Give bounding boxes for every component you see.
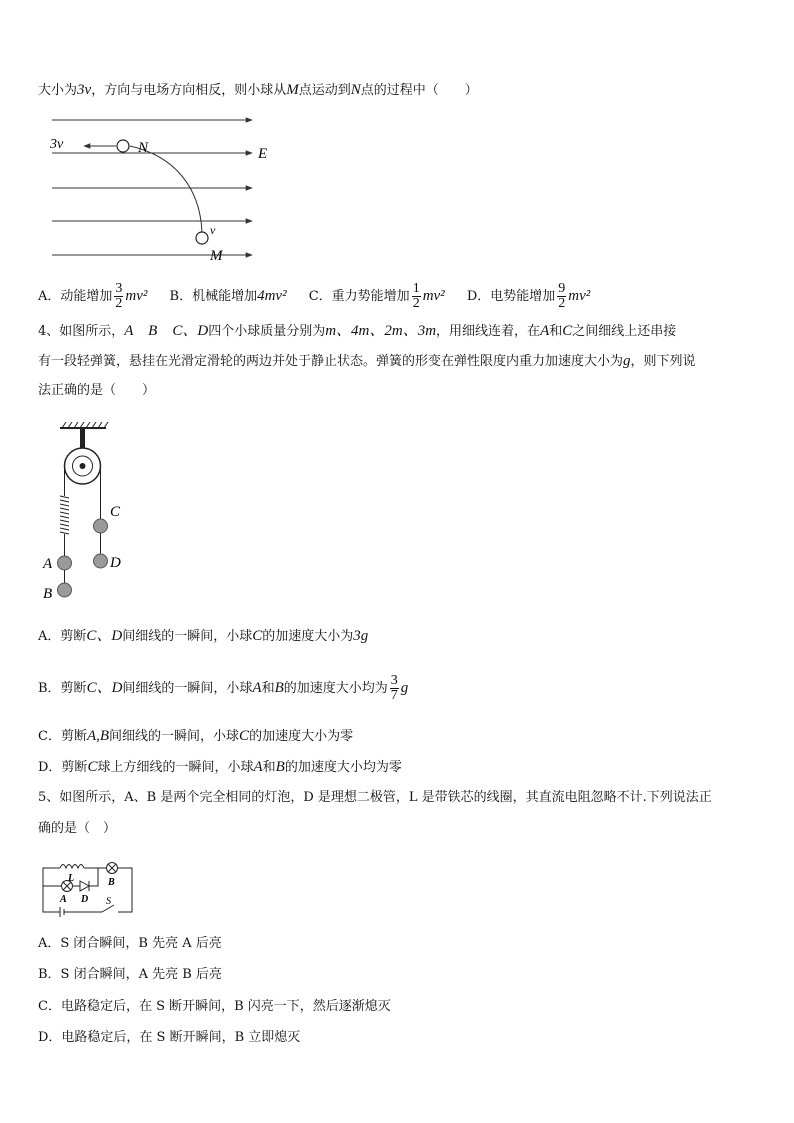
q4a-sym-c: C [252, 628, 263, 644]
q3-option-d-text: D．电势能增加 [466, 289, 556, 304]
q4b-num: 3 [390, 673, 398, 688]
q3-option-a-unit: mv² [125, 288, 148, 304]
q5-option-c[interactable]: C．电路稳定后，在 S 断开瞬间，B 闪亮一下，然后逐渐熄灭 [38, 999, 391, 1014]
inductor-l [60, 865, 84, 869]
q4c-text-e: 的加速度大小为零 [249, 729, 354, 744]
q4b-den: 7 [390, 688, 398, 703]
q3-option-a-num: 3 [115, 281, 123, 296]
q4d-text-c: 球上方细线的一瞬间，小球 [97, 760, 254, 775]
q3-option-a[interactable] [38, 281, 148, 311]
ball-c [94, 519, 108, 533]
ball-d [94, 554, 108, 568]
label-v: v [210, 223, 216, 237]
q5-stem-line2: 确的是（ ） [38, 821, 117, 836]
ball-a [58, 556, 72, 570]
q4a-text-a: A．剪断 [38, 629, 87, 644]
q3-sym-n: N [350, 82, 361, 98]
q4d-sym-a: A [253, 759, 263, 775]
q5-circuit-figure [40, 855, 140, 920]
q3-option-b-text: B．机械能增加 [169, 289, 258, 304]
wire-top-left [43, 868, 60, 912]
diode-d [80, 881, 89, 891]
q5-option-d[interactable]: D．电路稳定后，在 S 断开瞬间，B 立即熄灭 [38, 1030, 301, 1045]
q5-stem-line1: 5、如图所示，A、B 是两个完全相同的灯泡，D 是理想二极管，L 是带铁芯的线圈，其直流电阻忽略不计.下列说法正 [38, 790, 712, 805]
q3-option-d-frac [557, 282, 566, 311]
q4-text-g: 和 [549, 324, 563, 339]
label-a: A [43, 556, 53, 572]
q4-pulley-figure [38, 422, 138, 607]
q4-stem-line1 [38, 321, 676, 342]
q4b-text-e: 和 [261, 681, 275, 696]
q4b-text-c: 间细线的一瞬间，小球 [122, 681, 253, 696]
q3-stem [38, 80, 478, 101]
q4-text-c: 四个小球质量分别为 [208, 324, 326, 339]
q3-option-a-frac [114, 282, 123, 311]
label-s: S [106, 896, 111, 907]
q4-text-l2a: 有一段轻弹簧，悬挂在光滑定滑轮的两边并处于静止状态。弹簧的形变在弹性限度内重力加速度大小为 [38, 354, 624, 369]
pulley-axle [80, 463, 86, 469]
q5-option-a[interactable]: A．S 闭合瞬间，B 先亮 A 后亮 [38, 936, 222, 951]
q3-option-d-num: 9 [558, 281, 566, 296]
q4a-text-e: 的加速度大小为 [262, 629, 354, 644]
q4-option-c[interactable] [38, 726, 353, 747]
label-a-lamp: A [60, 894, 67, 905]
q4b-sym-cd: C、D [86, 680, 123, 696]
q5-option-b[interactable]: B．S 闭合瞬间，A 先亮 B 后亮 [38, 967, 222, 982]
q4a-text-c: 间细线的一瞬间，小球 [122, 629, 253, 644]
q4-masses: m、4m、2m、3m [325, 323, 437, 339]
q3-option-a-text: A．动能增加 [38, 289, 113, 304]
label-n: N [138, 140, 149, 156]
q4d-text-a: D．剪断 [38, 760, 88, 775]
q4d-text-g: 的加速度大小均为零 [284, 760, 402, 775]
trajectory-curve [130, 146, 202, 232]
q4b-text-g: 的加速度大小均为 [283, 681, 388, 696]
q4b-sym-b: B [274, 680, 284, 696]
q4-option-a[interactable] [38, 626, 368, 647]
ball-m [196, 232, 208, 244]
q3-stem-text-c: 点运动到 [298, 83, 351, 98]
label-b-lamp: B [108, 877, 115, 888]
q4c-text-a: C．剪断 [38, 729, 87, 744]
q4-option-d[interactable] [38, 757, 402, 778]
wire-right [118, 868, 132, 912]
q4-text-i: 之间细线上还串接 [572, 324, 677, 339]
q3-option-a-den: 2 [115, 296, 123, 311]
q4d-sym-c: C [87, 759, 98, 775]
q4c-text-c: 间细线的一瞬间，小球 [109, 729, 240, 744]
q4-text-e: ，用细线连着，在 [436, 324, 541, 339]
ball-n [117, 140, 129, 152]
q4b-sym-g: g [400, 680, 409, 696]
q3-options [38, 280, 608, 313]
label-b: B [43, 586, 53, 602]
label-m: M [210, 248, 223, 264]
q4c-sym-c: C [239, 728, 250, 744]
q4b-sym-a: A [252, 680, 262, 696]
switch-s [102, 905, 120, 912]
q4-text-l2c: ，则下列说 [630, 354, 696, 369]
q3-option-b[interactable] [170, 289, 287, 304]
q3-stem-text-a: 大小为 [38, 83, 78, 98]
label-d: D [110, 555, 121, 571]
q4-option-b[interactable] [38, 670, 408, 707]
q4a-sym-cd: C、D [86, 628, 123, 644]
label-c: C [110, 504, 121, 520]
q4-stem-line3: 法正确的是（ ） [38, 383, 156, 398]
q3-field-figure [40, 108, 290, 266]
q4d-sym-b: B [275, 759, 285, 775]
wire-d-to-node [89, 868, 98, 886]
label-e: E [258, 146, 268, 162]
q4b-text-a: B．剪断 [38, 681, 87, 696]
spring [60, 496, 69, 534]
q4a-value: 3g [353, 628, 369, 644]
q4c-sym-ab: A,B [86, 728, 110, 744]
q4-sym-a: A [540, 323, 550, 339]
q3-option-c-den: 2 [412, 296, 420, 311]
label-d-diode: D [81, 894, 89, 905]
q3-option-c[interactable] [308, 281, 445, 311]
q3-sym-3v: 3v [77, 82, 92, 98]
q3-stem-text-b: ，方向与电场方向相反，则小球从 [91, 83, 287, 98]
q4-sym-g: g [623, 353, 631, 369]
battery [60, 907, 64, 917]
q4b-frac [390, 674, 399, 703]
q3-option-c-num: 1 [412, 281, 420, 296]
label-3v: 3v [50, 137, 64, 152]
q3-option-c-text: C．重力势能增加 [308, 289, 410, 304]
label-l: L [68, 873, 75, 884]
q3-option-d-den: 2 [558, 296, 566, 311]
q4-balls: A B C、D [124, 323, 209, 339]
ball-b [58, 583, 72, 597]
q4-stem-line2 [38, 351, 696, 372]
q4-text-a: 4、如图所示， [38, 324, 125, 339]
q4d-text-e: 和 [262, 760, 276, 775]
q3-sym-m: M [286, 82, 299, 98]
q3-option-c-unit: mv² [422, 288, 445, 304]
q3-option-d[interactable] [466, 281, 591, 311]
q3-stem-text-d: 点的过程中（ ） [360, 83, 478, 98]
q3-option-d-unit: mv² [568, 288, 591, 304]
q3-option-c-frac [412, 282, 421, 311]
q4-sym-c: C [562, 323, 573, 339]
q3-option-b-unit: 4mv² [257, 288, 287, 304]
